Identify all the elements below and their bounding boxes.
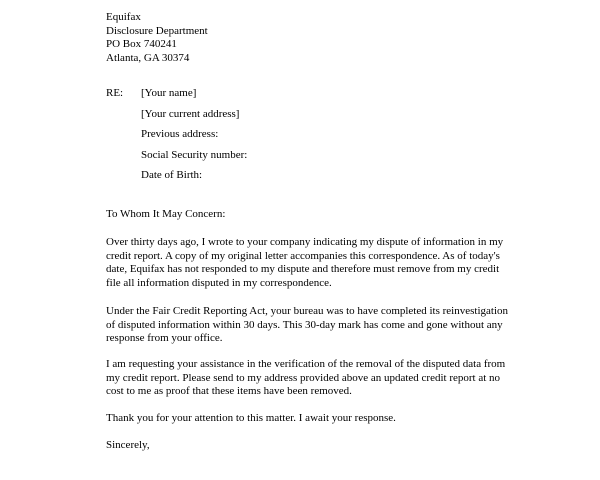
paragraph-line: response from your office.: [106, 332, 223, 344]
re-line-previous-address: Previous address:: [141, 128, 219, 140]
re-line-dob: Date of Birth:: [141, 169, 203, 181]
recipient-line: Atlanta, GA 30374: [106, 51, 190, 64]
paragraph-1: [106, 236, 546, 290]
paragraph-3: [106, 358, 546, 399]
paragraph-line: Under the Fair Credit Reporting Act, your bureau was to have completed its reinvestigation: [106, 305, 509, 317]
paragraph-line: Over thirty days ago, I wrote to your company indicating my dispute of information in my: [106, 236, 504, 248]
paragraph-line: credit report. A copy of my original letter accompanies this correspondence. As of today's: [106, 249, 500, 262]
closing: Sincerely,: [106, 439, 150, 451]
re-line-current-address: [Your current address]: [141, 107, 240, 120]
paragraph-line: of disputed information within 30 days. This 30-day mark has come and gone without any: [106, 318, 503, 331]
paragraph-2: [106, 305, 546, 346]
paragraph-line: my credit report. Please send to my address provided above an updated credit report at no: [106, 371, 501, 384]
paragraph-line: date, Equifax has not responded to my dispute and therefore must remove from my credit: [106, 263, 500, 275]
re-line-name: [Your name]: [141, 87, 197, 99]
re-line-ssn: Social Security number:: [141, 148, 248, 161]
re-label: RE:: [106, 87, 124, 99]
paragraph-line: Thank you for your attention to this matter. I await your response.: [106, 412, 396, 424]
paragraph-4: [106, 412, 546, 426]
recipient-address: [106, 11, 208, 65]
salutation: To Whom It May Concern:: [106, 208, 226, 220]
recipient-line: PO Box 740241: [106, 38, 177, 50]
paragraph-line: cost to me as proof that these items have been removed.: [106, 385, 352, 397]
recipient-line: Equifax: [106, 11, 141, 23]
re-block: [141, 87, 247, 190]
recipient-line: Disclosure Department: [106, 24, 208, 37]
paragraph-line: file all information disputed in my correspondence.: [106, 276, 332, 289]
paragraph-line: I am requesting your assistance in the verification of the removal of the disputed data from: [106, 358, 506, 370]
